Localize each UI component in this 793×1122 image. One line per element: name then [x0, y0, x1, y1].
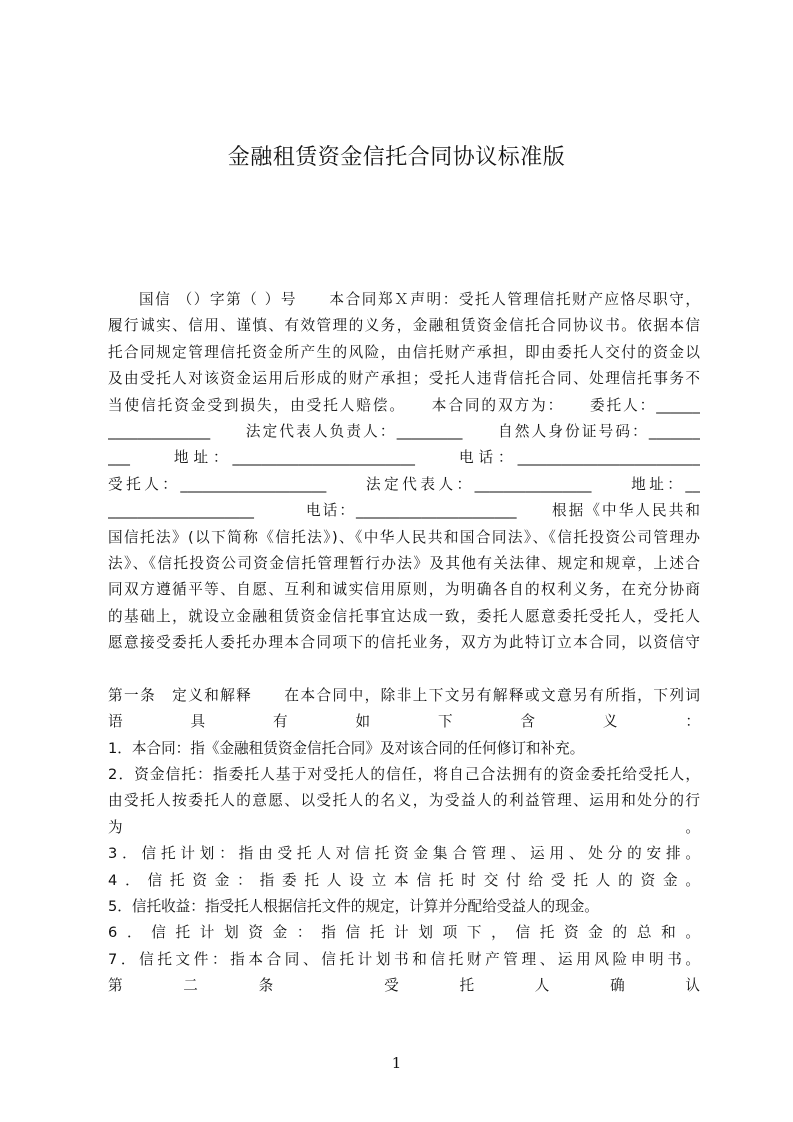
definition-item-7: 7．信托文件：指本合同、信托计划书和信托财产管理、运用风险申明书。 — [108, 950, 700, 968]
paragraph-gap — [108, 656, 700, 682]
page-number: 1 — [391, 1054, 402, 1072]
text-line: 法》、《信托投资公司资金信托管理暂行办法》及其他有关法律、规定和规章，上述合 — [108, 554, 700, 572]
text-line: 及由受托人对该资金运用后形成的财产承担；受托人违背信托合同、处理信托事务不 — [108, 370, 700, 388]
text-line: 托合同规定管理信托资金所产生的风险，由信托财产承担，即由委托人交付的资金以 — [108, 343, 700, 361]
definition-item-5: 5．信托收益：指受托人根据信托文件的规定，计算并分配给受益人的现金。 — [108, 897, 599, 915]
text-line: 同双方遵循平等、自愿、互利和诚实信用原则，为明确各自的权利义务，在充分协商 — [108, 581, 700, 599]
definition-item-3: 3．信托计划：指由受托人对信托资金集合管理、运用、处分的安排。 — [108, 845, 700, 863]
text-line: 国信 （）字第（ ）号 本合同郑Ｘ声明：受托人管理信托财产应恪尽职守， — [139, 291, 700, 308]
text-line: 的基础上，就设立金融租赁资金信托事宜达成一致，委托人愿意委托受托人，受托人 — [108, 607, 700, 625]
definition-item-4: 4．信托资金：指委托人设立本信托时交付给受托人的资金。 — [108, 871, 700, 889]
text-line: ____________________ 电话：______________________ 根据《中华人民共和 — [108, 502, 700, 520]
article-heading-2: 第 二 条 受 托 人 确 认 — [108, 977, 700, 995]
text-line: 国信托法》(以下简称《信托法》)、《中华人民共和国合同法》、《信托投资公司管理办 — [108, 528, 700, 546]
text-line: 为 。 — [108, 818, 700, 836]
definition-item-2: 2．资金信托：指委托人基于对受托人的信任，将自己合法拥有的资金委托给受托人， — [108, 766, 700, 784]
text-line: 由受托人按委托人的意愿、以受托人的名义，为受益人的利益管理、运用和处分的行 — [108, 792, 700, 810]
text-line: ___ 地址：_________________________ 电话：_________________________ — [108, 449, 700, 467]
text-line: 语 具 有 如 下 含 义 ： — [108, 713, 700, 731]
article-heading-1: 第一条 定义和解释 在本合同中，除非上下文另有解释或文意另有所指，下列词 — [108, 686, 700, 704]
text-line: ______________ 法定代表人负责人：_________ 自然人身份证号码：_______ — [108, 422, 700, 440]
definition-item-6: 6．信托计划资金：指信托计划项下，信托资金的总和。 — [108, 924, 700, 942]
definition-item-1: 1．本合同：指《金融租赁资金信托合同》及对该合同的任何修订和补充。 — [108, 739, 585, 757]
document-body — [108, 287, 700, 1000]
text-line: 愿意接受委托人委托办理本合同项下的信托业务，双方为此特订立本合同，以资信守 — [108, 634, 700, 652]
document-title: 金融租赁资金信托合同协议标准版 — [227, 145, 566, 170]
text-line: 受托人：____________________ 法定代表人：________________ 地址：__ — [108, 475, 700, 493]
text-line: 履行诚实、信用、谨慎、有效管理的义务，金融租赁资金信托合同协议书。依据本信 — [108, 317, 700, 335]
text-line: 当使信托资金受到损失，由受托人赔偿。 本合同的双方为： 委托人：______ — [108, 396, 700, 414]
